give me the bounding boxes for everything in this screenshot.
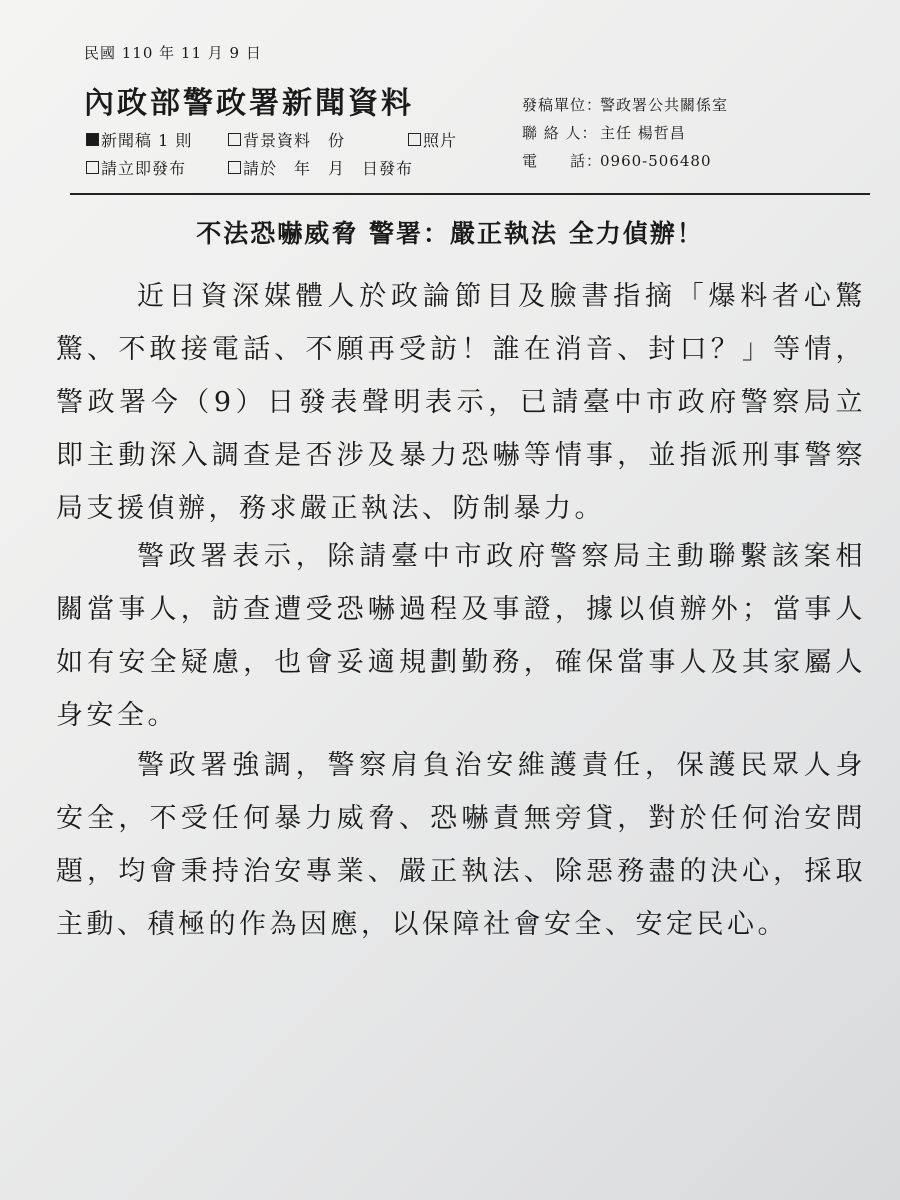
checkbox-empty-icon: [86, 161, 99, 174]
checkbox-label: 請於 年 月 日發布: [243, 159, 414, 178]
contact-phone: [522, 150, 712, 171]
checkbox-empty-icon: [408, 133, 421, 146]
contact-unit: [522, 94, 728, 115]
contact-person-value: 主任 楊哲昌: [600, 124, 686, 142]
paragraph-3: 警政署強調，警察肩負治安維護責任，保護民眾人身安全，不受任何暴力威脅、恐嚇責無旁貸，對於任何治安問題，均會秉持治安專業、嚴正執法、除惡務盡的決心，採取主動、積極的作為因應，以保障社會安全、安定民心。: [56, 750, 866, 940]
contact-person-label: 聯 絡 人：: [522, 124, 598, 142]
checkbox-immediate[interactable]: [86, 156, 186, 179]
checkbox-checked-icon: [86, 133, 99, 146]
checkbox-news-release[interactable]: [86, 128, 192, 151]
paragraph-1: 近日資深媒體人於政論節目及臉書指摘「爆料者心驚驚、不敢接電話、不願再受訪！誰在消音、封口？」等情，警政署今（9）日發表聲明表示，已請臺中市政府警察局立即主動深入調查是否涉及暴力恐嚇等情事，並指派刑事警察局支援偵辦，務求嚴正執法、防制暴力。: [56, 281, 866, 524]
checkbox-photo[interactable]: [408, 128, 457, 151]
org-title: 內政部警政署新聞資料: [84, 86, 414, 121]
release-date: 民國 110 年 11 月 9 日: [84, 44, 262, 62]
contact-unit-label: 發稿單位：: [522, 96, 603, 114]
contact-phone-label: 電 話：: [522, 152, 603, 170]
contact-person: [522, 122, 686, 143]
contact-phone-value: 0960-506480: [600, 152, 712, 170]
headline: 不法恐嚇威脅 警署：嚴正執法 全力偵辦！: [196, 219, 704, 248]
checkbox-background[interactable]: [228, 128, 345, 151]
checkbox-empty-icon: [228, 161, 241, 174]
paragraph-2: 警政署表示，除請臺中市政府警察局主動聯繫該案相關當事人，訪查遭受恐嚇過程及事證，據以偵辦外；當事人如有安全疑慮，也會妥適規劃勤務，確保當事人及其家屬人身安全。: [56, 541, 866, 731]
checkbox-label: 新聞稿 1 則: [101, 131, 193, 150]
checkbox-scheduled[interactable]: [228, 156, 413, 179]
checkbox-label: 背景資料 份: [243, 131, 346, 150]
header-divider: [70, 193, 870, 195]
checkbox-empty-icon: [228, 133, 241, 146]
checkbox-label: 請立即發布: [101, 159, 187, 178]
contact-unit-value: 警政署公共關係室: [600, 96, 729, 114]
checkbox-label: 照片: [423, 131, 458, 150]
